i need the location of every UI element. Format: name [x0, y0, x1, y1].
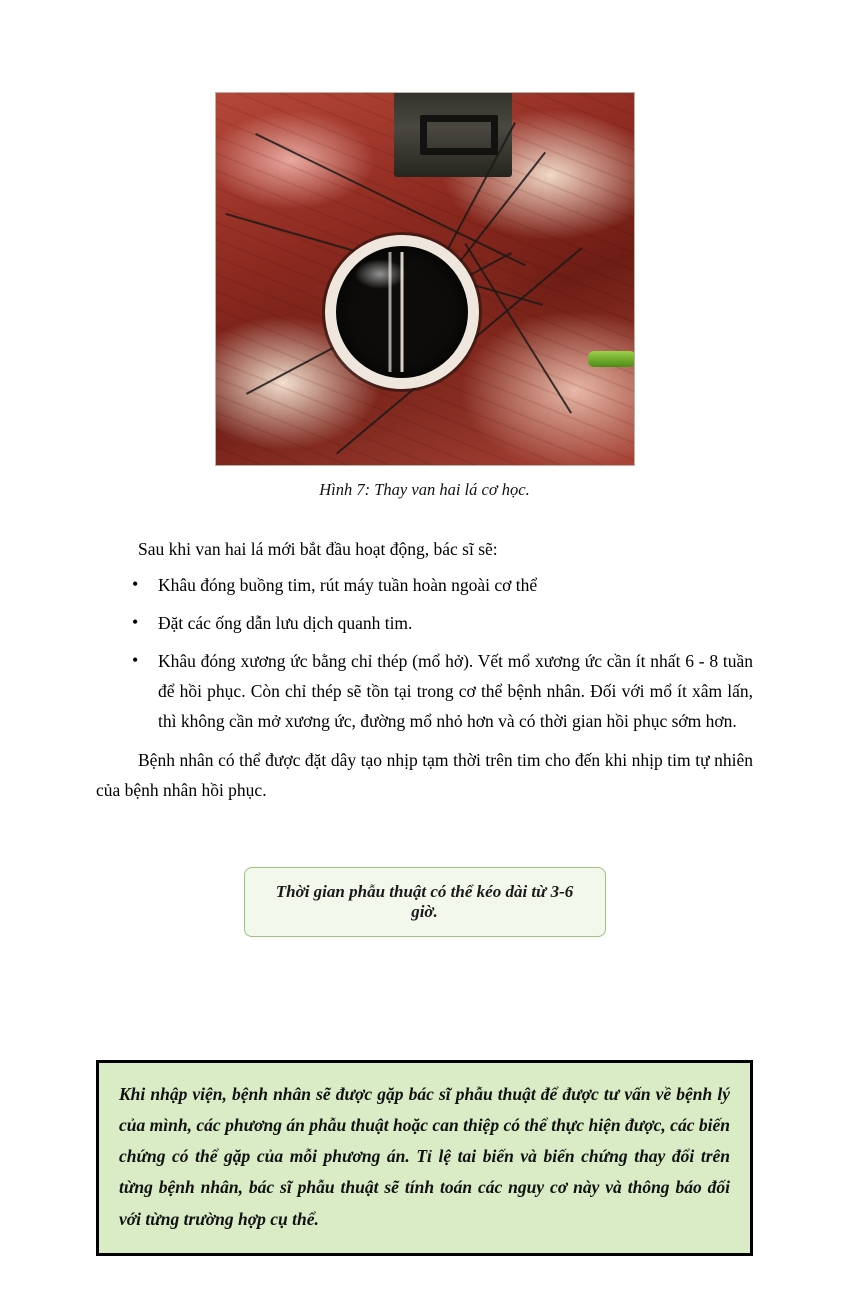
- intro-paragraph: Sau khi van hai lá mới bắt đầu hoạt động, bác sĩ sẽ:: [138, 539, 498, 559]
- valve-highlight: [354, 259, 406, 289]
- mechanical-mitral-valve-replacement-photo: [215, 92, 635, 466]
- admission-note-text: Khi nhập viện, bệnh nhân sẽ được gặp bác sĩ phẫu thuật để được tư vấn về bệnh lý của mình, các phương án phẫu thuật hoặc can thiệp có thể thực hiện được, các biến chứng có thể gặp của mỗi phương án. Tỉ lệ tai biến và biến chứng thay đổi trên từng bệnh nhân, bác sĩ phẫu thuật sẽ tính toán các nguy cơ này và thông báo đối với từng trường hợp cụ thể.: [119, 1084, 730, 1229]
- list-item: • Đặt các ống dẫn lưu dịch quanh tim.: [158, 608, 753, 638]
- figure-block: [96, 92, 753, 500]
- steps-list: [96, 570, 753, 736]
- list-item: • Khâu đóng buồng tim, rút máy tuần hoàn ngoài cơ thể: [158, 570, 753, 600]
- admission-note-box: [96, 1060, 753, 1256]
- duration-callout-text: Thời gian phẫu thuật có thể kéo dài từ 3-6 giờ.: [275, 881, 574, 921]
- duration-callout: [244, 867, 606, 937]
- figure-caption: Hình 7: Thay van hai lá cơ học.: [319, 480, 530, 499]
- list-item: • Khâu đóng xương ức bằng chỉ thép (mổ hở). Vết mổ xương ức cần ít nhất 6 - 8 tuần để hồi phục. Còn chỉ thép sẽ tồn tại trong cơ thể bệnh nhân. Đối với mổ ít xâm lấn, thì không cần mở xương ức, đường mổ nhỏ hơn và có thời gian hồi phục sớm hơn.: [158, 646, 753, 736]
- body-text: [96, 534, 753, 805]
- document-page: [0, 92, 849, 1292]
- closing-paragraph: Bệnh nhân có thể được đặt dây tạo nhịp tạm thời trên tim cho đến khi nhịp tim tự nhiên của bệnh nhân hồi phục.: [96, 749, 753, 800]
- mechanical-valve-ring: [325, 235, 479, 389]
- green-suction-tube: [588, 351, 635, 367]
